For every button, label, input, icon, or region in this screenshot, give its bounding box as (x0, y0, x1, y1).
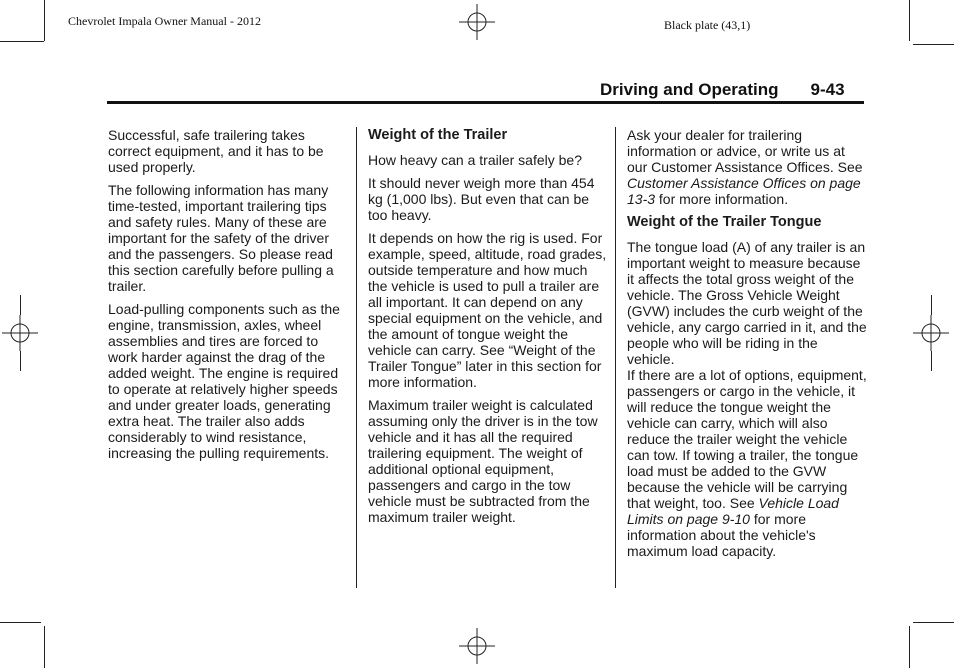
column-divider (615, 127, 616, 588)
plate-label: Black plate (43,1) (664, 18, 751, 32)
paragraph: Load-pulling components such as the engine, transmission, axles, wheel assemblies and tires are forced to work harder against the drag of the added weight. The engine is required to operate at relatively higher speeds and under greater loads, generating extra heat. The trailer also adds considerably to wind resistance, increasing the pulling requirements. (108, 301, 340, 461)
crop-mark (931, 351, 932, 371)
paragraph (627, 127, 867, 207)
crop-mark (913, 44, 954, 45)
paragraph (627, 367, 867, 559)
registration-mark-left-icon (2, 315, 38, 351)
crop-mark (931, 295, 932, 315)
registration-mark-bottom-icon (459, 628, 495, 664)
text: Ask your dealer for trailering information or advice, or write us at our Customer Assistance Offices. See (627, 127, 863, 175)
crop-mark (20, 295, 21, 315)
paragraph: It depends on how the rig is used. For example, speed, altitude, road grades, outside temperature and how much the vehicle is used to pull a trailer are all important. It can depend on any special equipment on the vehicle, and the amount of tongue weight the vehicle can carry. See “Weight of the Trailer Tongue” later in this section for more information. (368, 230, 607, 390)
column-divider (356, 127, 357, 588)
crop-mark (0, 622, 41, 623)
paragraph: Successful, safe trailering takes correct equipment, and it has to be used properly. (108, 127, 324, 175)
heading-weight-of-trailer-tongue: Weight of the Trailer Tongue (627, 214, 822, 230)
text: If there are a lot of options, equipment, passengers or cargo in the vehicle, it will reduce the tongue weight the vehicle can carry, which will also reduce the trailer weight the vehicle can tow. If towing a trailer, the tongue load must be added to the GVW because the vehicle will be carrying that weight, too. See (627, 367, 867, 511)
registration-mark-right-icon (913, 315, 949, 351)
column-3 (627, 127, 867, 566)
crop-mark (909, 626, 910, 668)
section-title: Driving and Operating (600, 80, 779, 99)
paragraph: The following information has many time-tested, important trailering tips and safety rules. Many of these are important for the safety of the driver and the passengers. So please read this section carefully before pulling a trailer. (108, 182, 334, 294)
page-number: 9-43 (810, 80, 845, 99)
header-rule (107, 101, 864, 104)
column-1 (108, 127, 348, 468)
cross-reference-link[interactable]: Vehicle Load Limits on page 9‑10 (627, 495, 839, 527)
manual-title: Chevrolet Impala Owner Manual - 2012 (68, 14, 261, 28)
paragraph: It should never weigh more than 454 kg (1,000 lbs). But even that can be too heavy. (368, 175, 595, 223)
crop-mark (20, 351, 21, 371)
text: for more information. (655, 191, 789, 207)
crop-mark (44, 626, 45, 668)
paragraph: The tongue load (A) of any trailer is an important weight to measure because it affects the total gross weight of the vehicle. The Gross Vehicle Weight (GVW) includes the curb weight of the vehicle, any cargo carried in it, and the people who will be riding in the vehicle. (627, 239, 867, 367)
text: for more information about the vehicle's maximum load capacity. (627, 511, 816, 559)
paragraph: How heavy can a trailer safely be? (368, 152, 582, 168)
crop-mark (909, 0, 910, 41)
heading-weight-of-trailer: Weight of the Trailer (368, 127, 508, 143)
registration-mark-top-icon (459, 4, 495, 40)
cross-reference-link[interactable]: Customer Assistance Offices on page 13‑3 (627, 175, 861, 207)
crop-mark (913, 622, 954, 623)
section-header (600, 80, 845, 100)
paragraph: Maximum trailer weight is calculated assuming only the driver is in the tow vehicle and it has all the required trailering equipment. The weight of additional optional equipment, passengers and cargo in the tow vehicle must be subtracted from the maximum trailer weight. (368, 397, 598, 525)
column-2 (368, 127, 608, 532)
crop-mark (0, 41, 44, 42)
crop-mark (44, 0, 45, 41)
